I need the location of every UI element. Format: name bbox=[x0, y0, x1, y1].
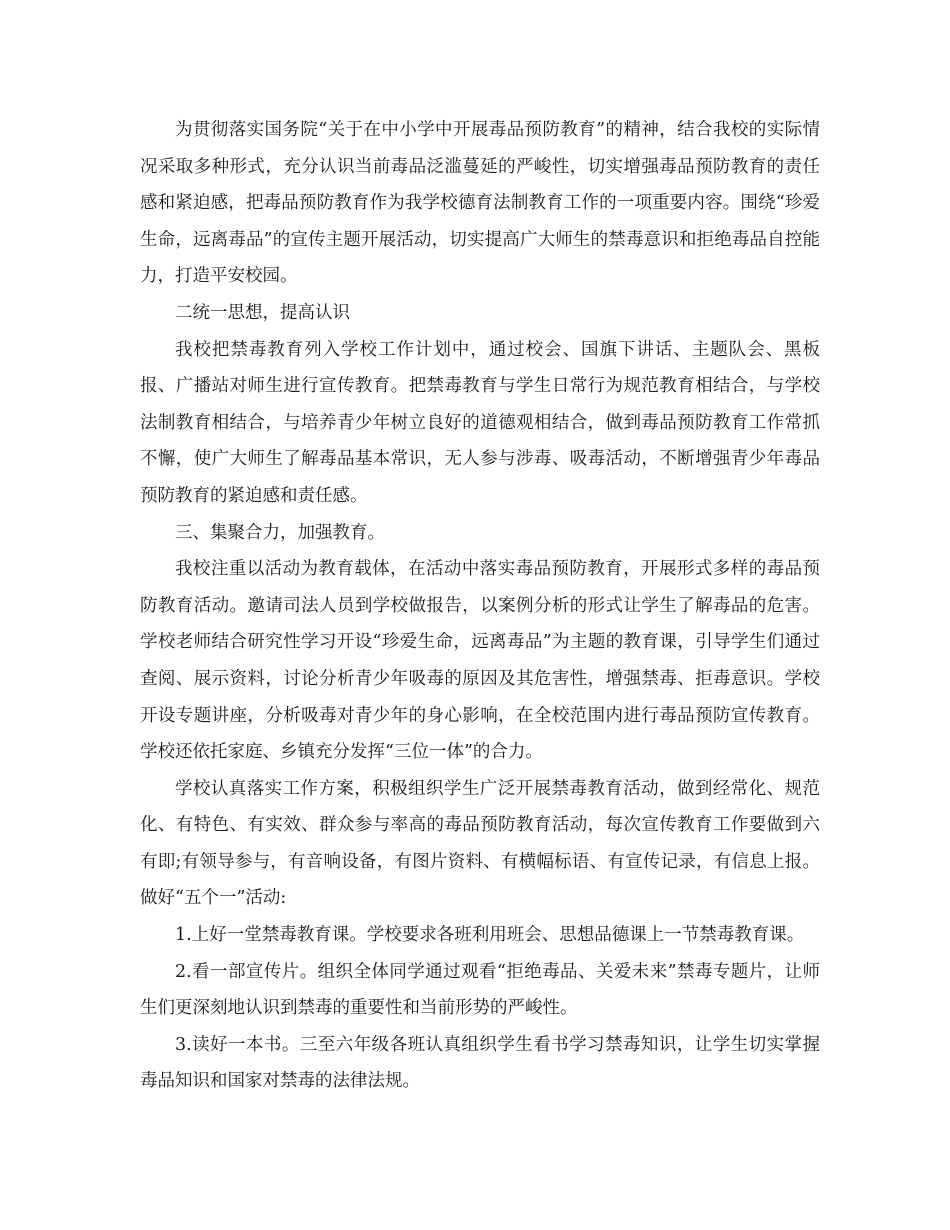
document-body bbox=[140, 112, 820, 1100]
section-heading-unify-thinking: 二统一思想，提高认识 bbox=[175, 302, 350, 323]
section-heading-gather-strength: 三、集聚合力，加强教育。 bbox=[175, 522, 385, 543]
list-item: 3.读好一本书。三至六年级各班认真组织学生看书学习禁毒知识，让学生切实掌握毒品知识和国家对禁毒的法律法规。 bbox=[140, 1034, 820, 1092]
body-paragraph: 我校把禁毒教育列入学校工作计划中，通过校会、国旗下讲话、主题队会、黑板报、广播站对师生进行宣传教育。把禁毒教育与学生日常行为规范教育相结合，与学校法制教育相结合，与培养青少年树立良好的道德观相结合，做到毒品预防教育工作常抓不懈，使广大师生了解毒品基本常识，无人参与涉毒、吸毒活动，不断增强青少年毒品预防教育的紧迫感和责任感。 bbox=[140, 339, 820, 506]
list-item: 2.看一部宣传片。组织全体同学通过观看“拒绝毒品、关爱未来”禁毒专题片，让师生们更深刻地认识到禁毒的重要性和当前形势的严峻性。 bbox=[140, 961, 820, 1019]
intro-paragraph: 为贯彻落实国务院“关于在中小学中开展毒品预防教育”的精神，结合我校的实际情况采取多种形式，充分认识当前毒品泛滥蔓延的严峻性，切实增强毒品预防教育的责任感和紧迫感，把毒品预防教育作为我学校德育法制教育工作的一项重要内容。围绕“珍爱生命，远离毒品”的宣传主题开展活动，切实提高广大师生的禁毒意识和拒绝毒品自控能力，打造平安校园。 bbox=[140, 120, 820, 287]
list-item: 1.上好一堂禁毒教育课。学校要求各班利用班会、思想品德课上一节禁毒教育课。 bbox=[175, 925, 805, 946]
body-paragraph: 学校认真落实工作方案，积极组织学生广泛开展禁毒教育活动，做到经常化、规范化、有特色、有实效、群众参与率高的毒品预防教育活动，每次宣传教育工作要做到六有即;有领导参与，有音响设备，有图片资料、有横幅标语、有宣传记录，有信息上报。做好“五个一”活动: bbox=[140, 778, 820, 909]
body-paragraph: 我校注重以活动为教育载体，在活动中落实毒品预防教育，开展形式多样的毒品预防教育活动。邀请司法人员到学校做报告，以案例分析的形式让学生了解毒品的危害。学校老师结合研究性学习开设“珍爱生命，远离毒品”为主题的教育课，引导学生们通过查阅、展示资料，讨论分析青少年吸毒的原因及其危害性，增强禁毒、拒毒意识。学校开设专题讲座，分析吸毒对青少年的身心影响，在全校范围内进行毒品预防宣传教育。学校还依托家庭、乡镇充分发挥“三位一体”的合力。 bbox=[140, 559, 820, 763]
